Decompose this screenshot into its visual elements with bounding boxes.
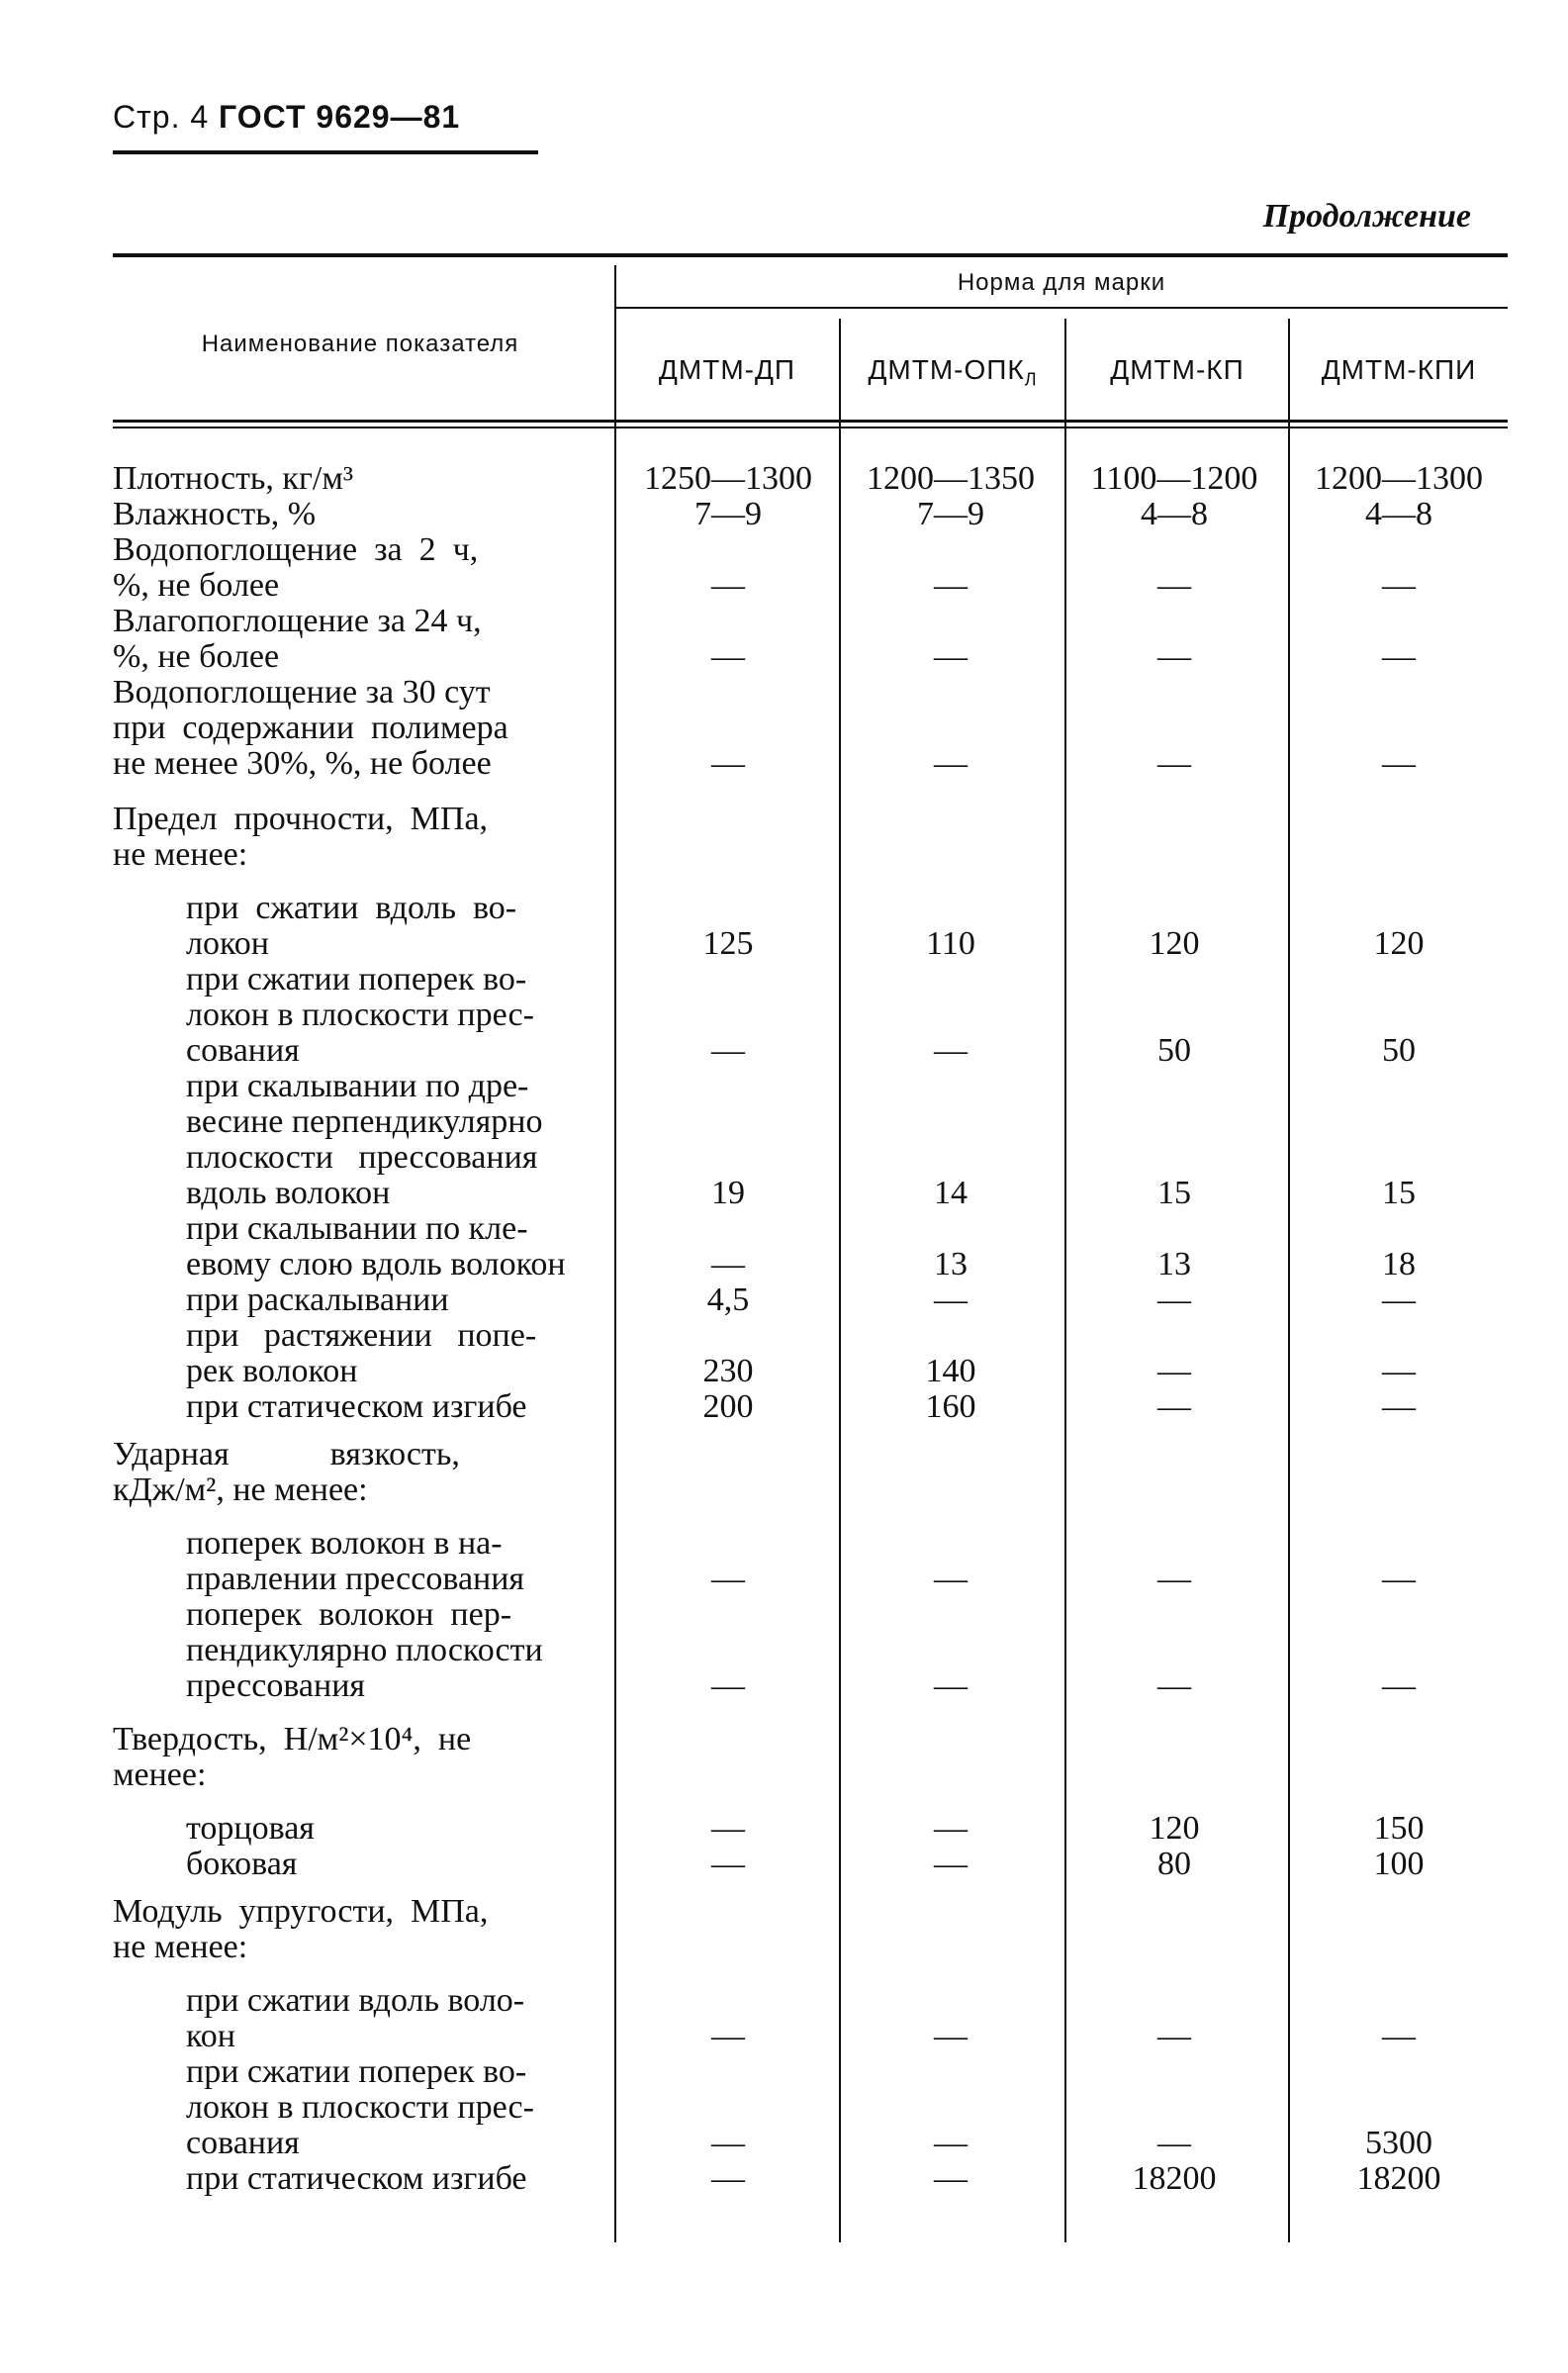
row-value-1: 160 — [925, 1388, 976, 1425]
row-value-3: 50 — [1382, 1032, 1416, 1069]
row-value-3: 4—8 — [1365, 496, 1432, 532]
row-value-2: 4—8 — [1141, 496, 1208, 532]
row-value-0: — — [711, 2160, 745, 2197]
row-label: Водопоглощение за 2 ч, %, не более — [113, 531, 479, 604]
row-value-3: 150 — [1373, 1810, 1425, 1847]
table-row — [113, 1526, 1508, 1597]
row-value-3: 120 — [1373, 925, 1425, 962]
row-value-0: — — [711, 1561, 745, 1597]
row-value-3: 18200 — [1356, 2160, 1441, 2197]
table-row — [113, 1069, 1508, 1211]
row-label: при растяжении попе- рек волокон — [186, 1317, 537, 1389]
row-value-0: — — [711, 2018, 745, 2054]
row-value-3: — — [1382, 1353, 1416, 1389]
row-label: Твердость, Н/м²×10⁴, не менее: — [113, 1721, 472, 1793]
row-label: Предел прочности, МПа, не менее: — [113, 801, 489, 873]
row-value-0: — — [711, 2125, 745, 2161]
row-value-1: — — [934, 745, 968, 782]
page-number: Стр. 4 — [113, 99, 210, 135]
table-row — [113, 891, 1508, 962]
row-value-2: 50 — [1157, 1032, 1191, 1069]
row-value-2: 120 — [1149, 1810, 1200, 1847]
row-value-2: 13 — [1157, 1246, 1191, 1282]
table-row — [113, 2054, 1508, 2161]
table-row — [113, 532, 1508, 604]
table-row — [113, 1211, 1508, 1282]
row-label: при статическом изгибе — [186, 1388, 527, 1425]
row-value-3: — — [1382, 567, 1416, 604]
table-row — [113, 962, 1508, 1069]
row-value-1: — — [934, 567, 968, 604]
continuation-label: Продолжение — [1262, 198, 1471, 235]
row-value-3: — — [1382, 638, 1416, 675]
row-value-0: 230 — [702, 1353, 754, 1389]
row-label: при скалывании по кле- евому слою вдоль волокон — [186, 1210, 566, 1282]
row-value-0: 19 — [711, 1175, 745, 1211]
row-value-2: — — [1157, 1353, 1191, 1389]
table-row — [113, 675, 1508, 782]
row-value-3: 15 — [1382, 1175, 1416, 1211]
row-value-0: 1250—1300 — [644, 460, 812, 497]
row-value-3: 18 — [1382, 1246, 1416, 1282]
row-value-1: 14 — [934, 1175, 968, 1211]
row-label: торцовая — [186, 1810, 315, 1847]
row-value-1: — — [934, 2018, 968, 2054]
row-label: поперек волокон пер- пендикулярно плоскости прессования — [186, 1596, 543, 1704]
grade-header-2: ДМТМ-КП — [1110, 354, 1245, 385]
row-label: Модуль упругости, МПа, не менее: — [113, 1893, 489, 1965]
row-label: при сжатии поперек во- локон в плоскости прес- сования — [186, 961, 534, 1069]
row-value-3: — — [1382, 1281, 1416, 1318]
row-value-1: 13 — [934, 1246, 968, 1282]
row-value-1: — — [934, 638, 968, 675]
row-value-3: — — [1382, 1561, 1416, 1597]
row-value-1: — — [934, 2125, 968, 2161]
table-row — [113, 604, 1508, 675]
header-bottom-rule — [113, 420, 1508, 423]
row-value-0: — — [711, 1846, 745, 1882]
row-value-1: — — [934, 1810, 968, 1847]
row-value-1: — — [934, 1667, 968, 1704]
column-name-header: Наименование показателя — [201, 331, 519, 357]
table-row — [113, 1389, 1508, 1425]
row-value-1: 110 — [926, 925, 975, 962]
row-label: при раскалывании — [186, 1281, 449, 1318]
row-label: Влагопоглощение за 24 ч, %, не более — [113, 603, 482, 675]
grade-header-1-subscript: Л — [1024, 369, 1038, 390]
grade-header-3: ДМТМ-КПИ — [1321, 354, 1477, 385]
table-row — [113, 461, 1508, 497]
row-label: Влажность, % — [113, 496, 317, 532]
row-value-0: — — [711, 745, 745, 782]
table-row — [113, 1437, 1508, 1508]
table-row — [113, 1894, 1508, 1965]
row-label: при сжатии вдоль во- локон — [186, 890, 517, 962]
row-value-1: — — [934, 1281, 968, 1318]
grade-header-1-label: ДМТМ-ОПК — [868, 354, 1025, 385]
row-value-2: — — [1157, 2018, 1191, 2054]
document-code: ГОСТ 9629—81 — [219, 99, 461, 135]
grade-header-1 — [841, 354, 1064, 391]
row-value-2: — — [1157, 745, 1191, 782]
row-value-2: — — [1157, 638, 1191, 675]
row-label: боковая — [186, 1846, 298, 1882]
page-header — [113, 99, 460, 136]
row-value-1: 7—9 — [917, 496, 984, 532]
row-label: Водопоглощение за 30 сут при содержании полимера не менее 30%, %, не более — [113, 674, 508, 782]
row-label: при сжатии вдоль воло- кон — [186, 1982, 525, 2054]
row-value-2: — — [1157, 1281, 1191, 1318]
row-label: при сжатии поперек во- локон в плоскости прес- сования — [186, 2053, 534, 2161]
row-label: при скалывании по дре- весине перпендикулярно плоскости прессования вдоль волокон — [186, 1068, 543, 1211]
row-value-1: 1200—1350 — [867, 460, 1035, 497]
row-value-0: 7—9 — [694, 496, 762, 532]
row-value-2: — — [1157, 567, 1191, 604]
header-rule — [113, 150, 538, 154]
row-value-3: 100 — [1373, 1846, 1425, 1882]
row-value-0: 125 — [702, 925, 754, 962]
table-row — [113, 1811, 1508, 1847]
row-value-3: — — [1382, 1388, 1416, 1425]
row-value-0: — — [711, 1810, 745, 1847]
row-value-0: — — [711, 638, 745, 675]
table-row — [113, 1282, 1508, 1318]
row-value-0: — — [711, 1667, 745, 1704]
table-row — [113, 497, 1508, 532]
row-value-2: — — [1157, 2125, 1191, 2161]
row-value-1: — — [934, 1561, 968, 1597]
table-row — [113, 1983, 1508, 2054]
row-value-0: 200 — [702, 1388, 754, 1425]
row-value-2: 1100—1200 — [1090, 460, 1258, 497]
row-value-2: 15 — [1157, 1175, 1191, 1211]
row-label: Плотность, кг/м³ — [113, 460, 354, 497]
table-row — [113, 1318, 1508, 1389]
row-value-2: — — [1157, 1561, 1191, 1597]
row-label: при статическом изгибе — [186, 2160, 527, 2197]
row-label: Ударная вязкость, кДж/м², не менее: — [113, 1436, 460, 1508]
table-row — [113, 1722, 1508, 1793]
table-row — [113, 1597, 1508, 1704]
row-value-2: 80 — [1157, 1846, 1191, 1882]
header-bottom-rule-2 — [113, 427, 1508, 428]
row-value-2: 18200 — [1132, 2160, 1217, 2197]
row-value-0: — — [711, 567, 745, 604]
table-row — [113, 802, 1508, 873]
row-value-0: — — [711, 1032, 745, 1069]
row-value-1: — — [934, 1032, 968, 1069]
grade-group-header: Норма для марки — [957, 269, 1166, 296]
row-value-0: — — [711, 1246, 745, 1282]
row-value-3: — — [1382, 745, 1416, 782]
row-value-3: 1200—1300 — [1315, 460, 1483, 497]
row-value-3: — — [1382, 1667, 1416, 1704]
row-value-1: 140 — [925, 1353, 976, 1389]
row-value-2: — — [1157, 1667, 1191, 1704]
row-value-2: — — [1157, 1388, 1191, 1425]
table-row — [113, 2161, 1508, 2197]
row-value-1: — — [934, 2160, 968, 2197]
table-row — [113, 1847, 1508, 1882]
table-top-rule — [113, 253, 1508, 257]
row-value-0: 4,5 — [706, 1281, 750, 1318]
row-value-3: 5300 — [1365, 2125, 1432, 2161]
row-value-1: — — [934, 1846, 968, 1882]
grade-group-rule — [615, 307, 1508, 309]
row-value-3: — — [1382, 2018, 1416, 2054]
row-value-2: 120 — [1149, 925, 1200, 962]
row-label: поперек волокон в на- правлении прессования — [186, 1525, 525, 1597]
grade-header-0: ДМТМ-ДП — [658, 354, 796, 385]
